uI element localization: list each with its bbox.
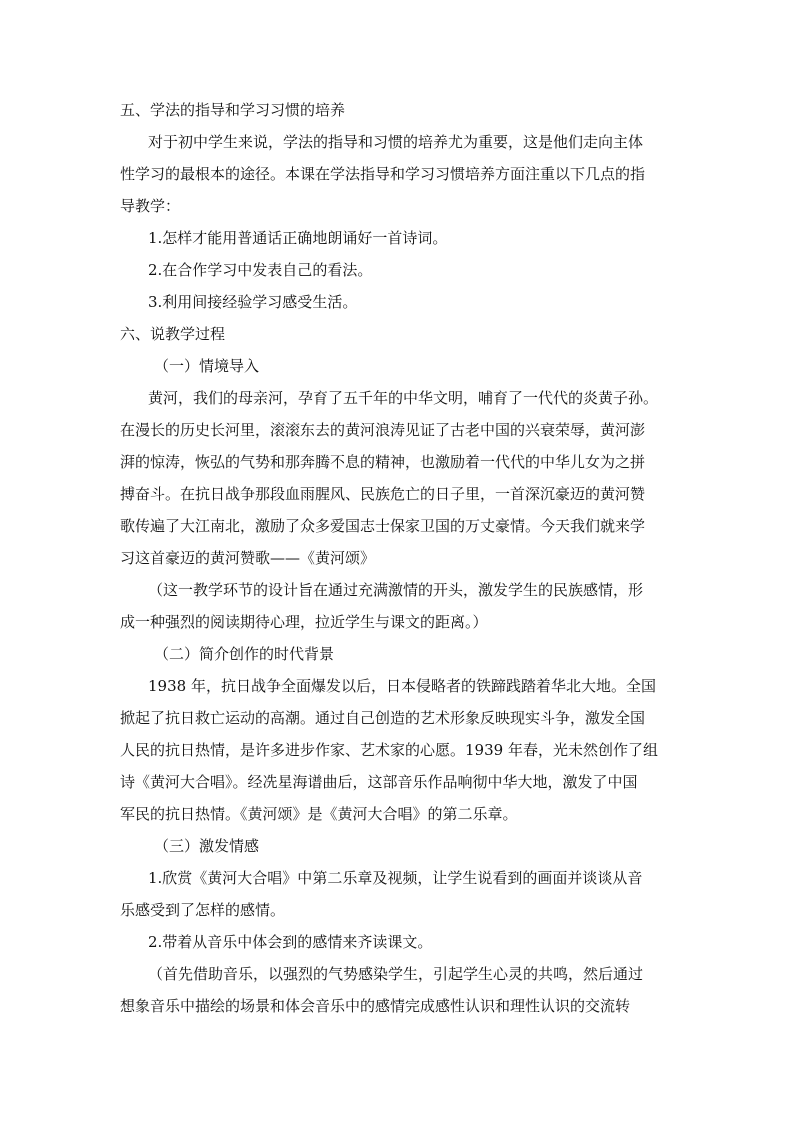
list-item: 1.怎样才能用普通话正确地朗诵好一首诗词。 (148, 229, 448, 247)
subsection-title: （三）激发情感 (154, 837, 260, 855)
section-heading: 六、说教学过程 (120, 325, 226, 343)
paragraph-line: 人民的抗日热情，是许多进步作家、艺术家的心愿。1939 年春，光未然创作了组 (120, 741, 658, 759)
paragraph-line: 湃的惊涛，恢弘的气势和那奔腾不息的精神，也激励着一代代的中华儿女为之拼 (120, 453, 646, 471)
note-line: （这一教学环节的设计旨在通过充满激情的开头，激发学生的民族感情，形 (148, 581, 644, 599)
paragraph-line: 歌传遍了大江南北，激励了众多爱国志士保家卫国的万丈豪情。今天我们就来学 (120, 517, 646, 535)
note-line: 成一种强烈的阅读期待心理，拉近学生与课文的距离。） (120, 613, 488, 631)
list-item: 2.在合作学习中发表自己的看法。 (148, 261, 373, 279)
paragraph-line: 军民的抗日热情。《黄河颂》是《黄河大合唱》的第二乐章。 (120, 805, 518, 823)
paragraph-line: 掀起了抗日救亡运动的高潮。通过自己创造的艺术形象反映现实斗争，激发全国 (120, 709, 646, 727)
section-heading: 五、学法的指导和学习习惯的培养 (120, 101, 346, 119)
note-line: 想象音乐中描绘的场景和体会音乐中的感情完成感性认识和理性认识的交流转 (120, 997, 631, 1015)
document-page (120, 94, 680, 1022)
subsection-title: （一）情境导入 (154, 357, 260, 375)
paragraph-line: 对于初中学生来说，学法的指导和习惯的培养尤为重要，这是他们走向主体 (148, 133, 644, 151)
paragraph-line: 诗《黄河大合唱》。经冼星海谱曲后，这部音乐作品响彻中华大地，激发了中国 (120, 773, 638, 791)
paragraph-line: 在漫长的历史长河里，滚滚东去的黄河浪涛见证了古老中国的兴衰荣辱，黄河澎 (120, 421, 646, 439)
note-line: （首先借助音乐，以强烈的气势感染学生，引起学生心灵的共鸣，然后通过 (148, 965, 644, 983)
paragraph-line: 性学习的最根本的途径。本课在学法指导和学习习惯培养方面注重以下几点的指 (120, 165, 646, 183)
paragraph-line: 搏奋斗。在抗日战争那段血雨腥风、民族危亡的日子里，一首深沉豪迈的黄河赞 (120, 485, 646, 503)
paragraph-line: 习这首豪迈的黄河赞歌——《黄河颂》 (120, 549, 376, 567)
paragraph-line: 1938 年，抗日战争全面爆发以后，日本侵略者的铁蹄践踏着华北大地。全国 (148, 677, 656, 695)
list-item: 乐感受到了怎样的感情。 (120, 901, 286, 919)
paragraph-line: 导教学： (120, 197, 181, 215)
paragraph-line: 黄河，我们的母亲河，孕育了五千年的中华文明，哺育了一代代的炎黄子孙。 (148, 389, 659, 407)
list-item: 1.欣赏《黄河大合唱》中第二乐章及视频，让学生说看到的画面并谈谈从音 (148, 869, 643, 887)
list-item: 3.利用间接经验学习感受生活。 (148, 293, 358, 311)
list-item: 2.带着从音乐中体会到的感情来齐读课文。 (148, 933, 433, 951)
subsection-title: （二）简介创作的时代背景 (154, 645, 335, 663)
